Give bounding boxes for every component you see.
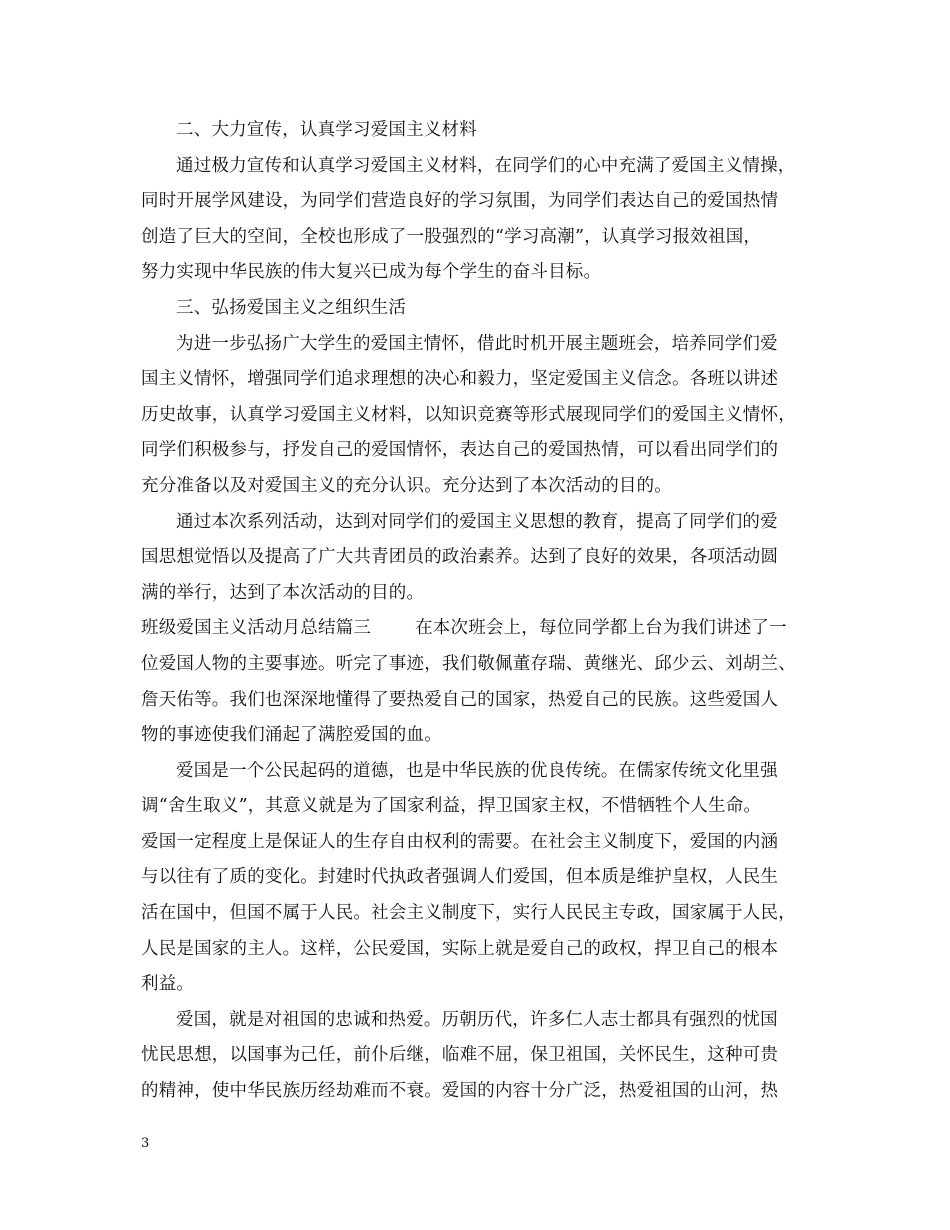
paragraph-line: 爱国一定程度上是保证人的生存自由权利的需要。在社会主义制度下，爱国的内涵 (141, 831, 779, 852)
article-title: 班级爱国主义活动月总结篇三 (141, 618, 372, 639)
paragraph-line: 通过本次系列活动，达到对同学们的爱国主义思想的教育，提高了同学们的爱 (176, 511, 778, 532)
paragraph-line: 忧民思想，以国事为己任，前仆后继，临难不屈，保卫祖国，关怀民生，这种可贵 (141, 1045, 779, 1066)
paragraph-line: 创造了巨大的空间，全校也形成了一股强烈的“学习高潮”，认真学习报效祖国， (141, 226, 762, 247)
paragraph-line: 满的举行，达到了本次活动的目的。 (141, 582, 425, 603)
paragraph-line: 同时开展学风建设，为同学们营造良好的学习氛围，为同学们表达自己的爱国热情 (141, 191, 779, 212)
paragraph-line: 詹天佑等。我们也深深地懂得了要热爱自己的国家，热爱自己的民族。这些爱国人 (141, 689, 779, 710)
paragraph-line: 物的事迹使我们涌起了满腔爱国的血。 (141, 725, 442, 746)
paragraph-line: 爱国是一个公民起码的道德，也是中华民族的优良传统。在儒家传统文化里强 (176, 760, 778, 781)
paragraph-line: 同学们积极参与，抒发自己的爱国情怀，表达自己的爱国热情，可以看出同学们的 (141, 440, 779, 461)
paragraph-line: 与以往有了质的变化。封建时代执政者强调人们爱国，但本质是维护皇权，人民生 (141, 867, 779, 888)
page-number: 3 (141, 1136, 150, 1151)
paragraph-line: 的精神，使中华民族历经劫难而不衰。爱国的内容十分广泛，热爱祖国的山河，热 (141, 1081, 779, 1102)
paragraph-line: 人民是国家的主人。这样，公民爱国，实际上就是爱自己的政权，捍卫自己的根本 (141, 938, 779, 959)
paragraph-text: 在本次班会上，每位同学都上台为我们讲述了一 (415, 618, 787, 639)
paragraph-line: 国思想觉悟以及提高了广大共青团员的政治素养。达到了良好的效果，各项活动圆 (141, 547, 779, 568)
paragraph-line: 活在国中，但国不属于人民。社会主义制度下，实行人民民主专政，国家属于人民， (141, 903, 796, 924)
paragraph-line: 努力实现中华民族的伟大复兴已成为每个学生的奋斗目标。 (141, 262, 602, 283)
paragraph-line (141, 611, 809, 647)
paragraph-line: 充分准备以及对爱国主义的充分认识。充分达到了本次活动的目的。 (141, 475, 672, 496)
section-heading: 二、大力宣传，认真学习爱国主义材料 (176, 120, 477, 140)
paragraph-line: 为进一步弘扬广大学生的爱国主情怀，借此时机开展主题班会，培养同学们爱 (176, 333, 778, 354)
paragraph-line: 位爱国人物的主要事迹。听完了事迹，我们敬佩董存瑞、黄继光、邱少云、刘胡兰、 (141, 653, 796, 674)
paragraph-line: 利益。 (141, 974, 195, 995)
paragraph-line: 通过极力宣传和认真学习爱国主义材料，在同学们的心中充满了爱国主义情操， (176, 155, 796, 176)
paragraph-line: 历史故事，认真学习爱国主义材料，以知识竞赛等形式展现同学们的爱国主义情怀， (141, 404, 796, 425)
document-body (141, 113, 809, 1110)
paragraph-line: 国主义情怀，增强同学们追求理想的决心和毅力，坚定爱国主义信念。各班以讲述 (141, 369, 779, 390)
section-heading: 三、弘扬爱国主义之组织生活 (176, 297, 407, 318)
paragraph-line: 爱国，就是对祖国的忠诚和热爱。历朝历代，许多仁人志士都具有强烈的忧国 (176, 1009, 778, 1030)
paragraph-line: 调“舍生取义”，其意义就是为了国家利益，捍卫国家主权，不惜牺牲个人生命。 (141, 796, 762, 817)
